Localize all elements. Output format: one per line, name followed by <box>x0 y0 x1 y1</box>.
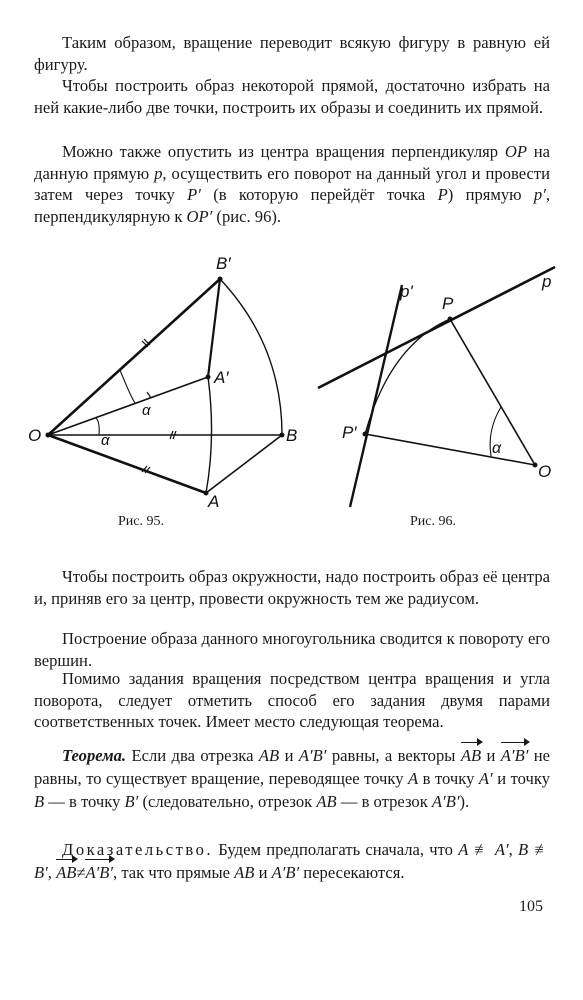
math-P-prime: P′ <box>187 185 201 204</box>
label-O: O <box>538 462 552 481</box>
paragraph-4-text: Чтобы построить образ окружности, надо построить образ её центра и, приняв его за центр, провести окружность тем же радиусом. <box>34 567 550 608</box>
angle-arc-upper <box>120 370 135 403</box>
paragraph-5-text: Построение образа данного многоугольника сводится к повороту его вершин. <box>34 629 550 670</box>
math-A: A <box>408 769 419 788</box>
vector-AB: AB <box>56 863 77 882</box>
math-B: B <box>34 792 45 811</box>
segment-OA <box>48 435 206 493</box>
tick-mark <box>147 392 151 398</box>
paragraph-4 <box>34 566 550 609</box>
label-A-prime: A′ <box>214 368 229 387</box>
segment-OP-prime <box>365 434 535 465</box>
point-P-prime <box>363 432 368 437</box>
paragraph-2-text: Чтобы построить образ некоторой прямой, достаточно избрать на ней какие-либо две точки, построить их образы и соединить их прямой. <box>34 76 550 117</box>
label-B: B <box>286 426 298 445</box>
math-p: p <box>154 163 163 183</box>
text-span: , <box>508 840 518 859</box>
point-B <box>280 433 285 438</box>
text-span: ). <box>459 792 470 811</box>
point-P <box>448 317 453 322</box>
angle-arc-lower <box>96 418 99 435</box>
text-span: на данную прямую <box>34 142 550 183</box>
text-span: , <box>47 863 57 882</box>
proof-label: Доказательство. <box>62 840 214 859</box>
vector-A-prime-B-prime: A′B′ <box>85 863 114 882</box>
label-P-prime: P′ <box>342 423 357 442</box>
math-A-prime-B-prime: A′B′ <box>431 792 460 811</box>
text-span: равны, а векторы <box>326 746 461 765</box>
vector-A-prime-B-prime: A′B′ <box>500 746 529 765</box>
math-condition-A: A ≢ A′ <box>458 840 509 859</box>
line-p-prime <box>350 285 402 507</box>
text-span: и точку <box>492 769 550 788</box>
vector-AB: AB <box>460 746 482 765</box>
paragraph-2 <box>34 75 550 118</box>
page-number: 105 <box>519 898 543 915</box>
label-P: P <box>442 294 454 313</box>
text-span: ) прямую <box>447 185 534 204</box>
math-condition-B: B ≢ B′ <box>34 840 550 882</box>
figure-95-caption: Рис. 95. <box>118 514 164 529</box>
paragraph-6 <box>34 668 550 733</box>
arc-P <box>365 319 450 434</box>
label-A: A <box>208 492 220 511</box>
text-span: в точку <box>418 769 479 788</box>
text-span: и <box>279 746 299 765</box>
math-P: P <box>437 185 448 204</box>
math-p-prime: p′ <box>533 185 546 204</box>
text-span: (следовательно, отрезок <box>138 792 317 811</box>
segment-AB <box>206 435 282 493</box>
text-span: (в которую перейдёт точка <box>200 185 438 204</box>
figure-96 <box>310 245 575 545</box>
text-span: , осуществить его поворот на данный угол и провести затем через точку <box>34 163 550 204</box>
point-O <box>533 463 538 468</box>
segment-A1B1 <box>208 279 220 377</box>
paragraph-6-text: Помимо задания вращения посредством центра вращения и угла поворота, следует отметить способ его задания двумя парами соответственных точек. Имеет место следующая теорема. <box>34 669 550 731</box>
math-AB: AB <box>234 863 255 882</box>
text-span: Будем предполагать сначала, что <box>213 840 459 859</box>
math-A-prime: A′ <box>478 769 493 788</box>
text-span: — в точку <box>44 792 125 811</box>
math-OP: OP <box>504 142 527 161</box>
math-OP-prime: OP′ <box>186 206 213 226</box>
label-alpha-lower: α <box>101 432 110 449</box>
label-B-prime: B′ <box>216 254 231 273</box>
paragraph-5 <box>34 628 550 671</box>
label-alpha-upper: α <box>142 402 151 419</box>
proof-paragraph <box>34 838 550 884</box>
text-span: , так что прямые <box>113 863 235 882</box>
text-span: (рис. 96). <box>212 206 282 226</box>
point-O <box>46 433 51 438</box>
theorem-title: Теорема. <box>62 746 127 765</box>
label-p: p <box>542 272 552 291</box>
text-span: пересекаются. <box>299 863 405 882</box>
point-B1 <box>218 277 223 282</box>
line-p <box>318 267 555 388</box>
math-AB: AB <box>316 792 337 811</box>
label-p-prime: p' <box>400 282 413 301</box>
label-alpha: α <box>492 440 502 457</box>
text-span: не равны, то существует вращение, переводящее точку <box>34 746 550 788</box>
segment-OB1 <box>48 279 220 435</box>
text-span: и <box>481 746 501 765</box>
math-A-prime-B-prime: A′B′ <box>271 863 300 882</box>
arc-B <box>220 279 282 435</box>
point-A1 <box>206 375 211 380</box>
figure-96-caption: Рис. 96. <box>410 514 456 529</box>
text-span: , перпендикулярную к <box>34 185 551 226</box>
math-neq: ≠ <box>76 863 86 882</box>
theorem-paragraph <box>34 744 550 813</box>
text-span: Можно также опустить из центра вращения перпендикуляр <box>62 142 505 161</box>
math-A-prime-B-prime: A′B′ <box>298 746 327 765</box>
paragraph-1-text: Таким образом, вращение переводит всякую фигуру в равную ей фигуру. <box>34 33 550 74</box>
text-span: — в отрезок <box>336 792 432 811</box>
paragraph-1 <box>34 32 550 75</box>
math-AB: AB <box>258 746 280 765</box>
figure-95 <box>20 245 310 545</box>
text-span: и <box>254 863 272 882</box>
math-B-prime: B′ <box>124 792 139 811</box>
paragraph-3 <box>34 141 550 227</box>
text-span: Если два отрезка <box>126 746 259 765</box>
segment-OA1 <box>48 377 208 435</box>
label-O: O <box>28 426 42 445</box>
